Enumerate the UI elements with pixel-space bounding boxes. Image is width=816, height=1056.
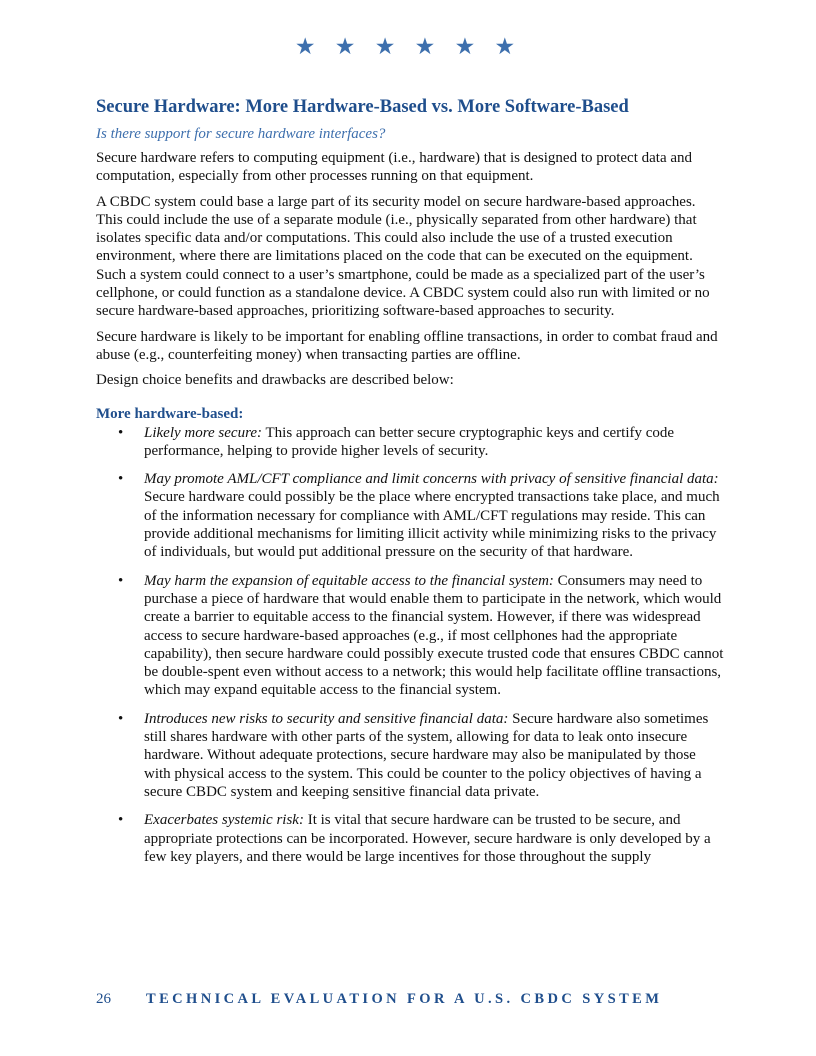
paragraph: Secure hardware refers to computing equipment (i.e., hardware) that is designed to protect data and computation, especially from other processes running on that equipment. [96, 150, 693, 185]
list-item [96, 811, 724, 866]
bullet-icon: • [118, 471, 124, 488]
bullet-text: Secure hardware also sometimes still shares hardware with other parts of the system, allowing for data to leak onto insecure hardware. Without adequate protections, secure hardware may also be manipulated by those with physical access to the system. This could be counter to the policy objectives of having a secure CBDC system and keeping sensitive financial data private. [144, 710, 709, 800]
bullet-icon: • [118, 812, 124, 829]
list-item [96, 424, 724, 461]
bullet-text: This approach can better secure cryptographic keys and certify code performance, helping to provide higher levels of security. [144, 424, 675, 459]
list-item [96, 572, 724, 700]
bullet-lead: May promote AML/CFT compliance and limit concerns with privacy of sensitive financial data: [144, 471, 719, 488]
bullet-icon: • [118, 572, 124, 589]
bullet-lead: May harm the expansion of equitable access to the financial system: [144, 572, 554, 589]
bullet-lead: Likely more secure: [144, 424, 263, 441]
page-footer [96, 990, 736, 1008]
bullet-lead: Introduces new risks to security and sensitive financial data: [144, 710, 509, 727]
paragraph: Design choice benefits and drawbacks are described below: [96, 372, 454, 389]
page-number: 26 [96, 991, 111, 1007]
header-stars-decoration: ★ ★ ★ ★ ★ ★ [294, 34, 522, 60]
list-item [96, 470, 724, 561]
paragraph: Secure hardware is likely to be important for enabling offline transactions, in order to combat fraud and abuse (e.g., counterfeiting money) when transacting parties are offline. [96, 328, 718, 363]
subheading-more-hardware-based: More hardware-based: [96, 405, 244, 422]
list-item [96, 710, 724, 801]
bullet-list [96, 424, 724, 867]
bullet-icon: • [118, 710, 124, 727]
bullet-text: Secure hardware could possibly be the place where encrypted transactions take place, and much of the information necessary for compliance with AML/CFT regulations may reside. This can provide additional mechanisms for limiting illicit activity while minimizing risks to the privacy of individuals, but would put additional pressure on the security of that hardware. [144, 489, 720, 561]
paragraph: A CBDC system could base a large part of its security model on secure hardware-based approaches. This could include the use of a separate module (i.e., physically separated from other hardware) that isolates specific data and/or computations. This could also include the use of a trusted execution environment, where there are limitations placed on the code that can be executed on the equipment. Such a system could connect to a user’s smartphone, could be made as a specialized part of the user’s cellphone, or could function as a standalone device. A CBDC system could also run with limited or no secure hardware-based approaches, prioritizing software-based approaches to security. [96, 193, 710, 320]
bullet-icon: • [118, 424, 124, 441]
bullet-text: Consumers may need to purchase a piece of hardware that would enable them to participate in the network, which would create a barrier to equitable access to the financial system. However, if there was widespread access to secure hardware-based approaches (e.g., if most cellphones had the appropriate capability), then secure hardware could possibly execute trusted code that ensures CBDC cannot be double-spent even without access to a network; this would help facilitate offline transactions, which may expand equitable access to the financial system. [144, 572, 724, 699]
section-title: Secure Hardware: More Hardware-Based vs. More Software-Based [96, 97, 629, 117]
running-title: TECHNICAL EVALUATION FOR A U.S. CBDC SYSTEM [146, 991, 663, 1007]
bullet-text: It is vital that secure hardware can be trusted to be secure, and appropriate protections can be incorporated. However, secure hardware is only developed by a few key players, and there would be large incentives for those throughout the supply [144, 812, 711, 865]
section-question: Is there support for secure hardware interfaces? [96, 126, 386, 142]
page-content [96, 96, 724, 876]
bullet-lead: Exacerbates systemic risk: [144, 812, 304, 829]
